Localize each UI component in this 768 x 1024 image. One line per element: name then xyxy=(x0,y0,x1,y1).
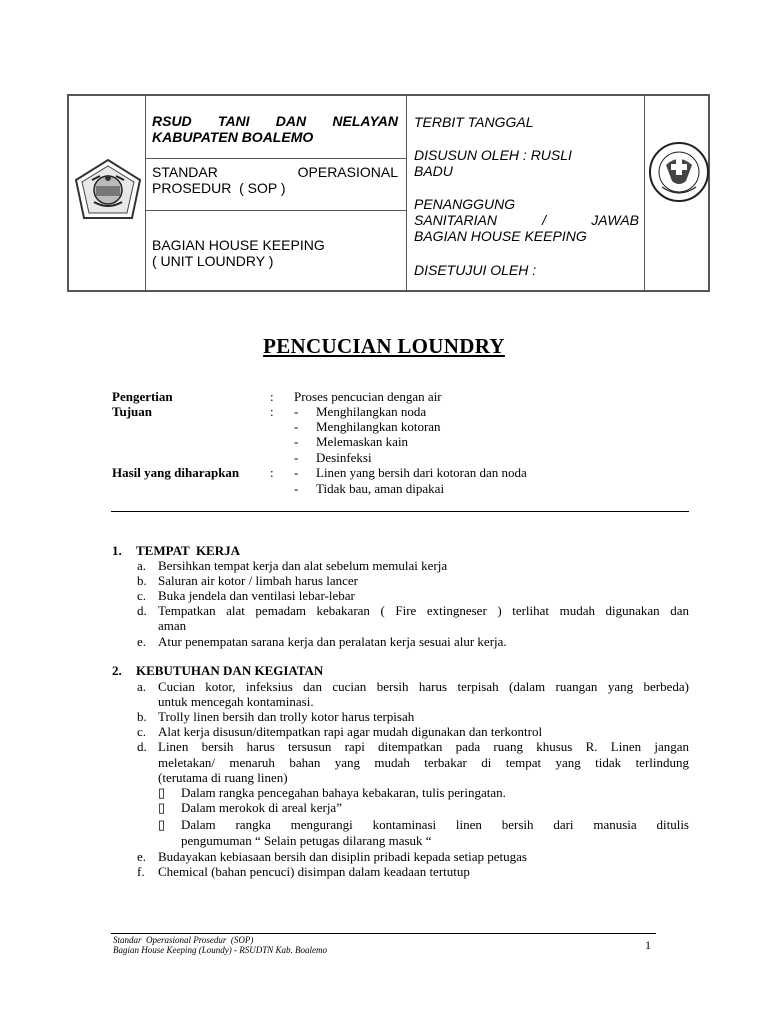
section1-number: 1. xyxy=(112,543,122,558)
tujuan-item: Desinfeksi xyxy=(316,450,372,465)
list-item: Buka jendela dan ventilasi lebar-lebar xyxy=(158,588,355,603)
sub-list-item-cont: pengumuman “ Selain petugas dilarang masuk “ xyxy=(181,833,432,848)
list-letter: a. xyxy=(137,679,147,694)
list-item: Atur penempatan sarana kerja dan peralatan kerja sesuai alur kerja. xyxy=(158,634,507,649)
disetujui-oleh: DISETUJUI OLEH : xyxy=(414,262,537,278)
department-line2: ( UNIT LOUNDRY ) xyxy=(152,253,274,269)
pengertian-label: Pengertian xyxy=(112,389,173,404)
list-item-cont: (terutama di ruang linen) xyxy=(158,770,288,785)
section2-title: KEBUTUHAN DAN KEGIATAN xyxy=(136,663,324,678)
document-header-table xyxy=(67,94,710,292)
sub-list-item: Dalam rangka pencegahan bahaya kebakaran, tulis peringatan. xyxy=(181,785,506,800)
list-item: Linen bersih harus tersusun rapi ditempatkan pada ruang khusus R. Linen jangan xyxy=(158,739,689,754)
list-letter: e. xyxy=(137,634,147,649)
section2-number: 2. xyxy=(112,663,122,678)
page-number: 1 xyxy=(645,938,651,952)
sub-bullet-icon: ▯ xyxy=(158,800,166,815)
list-letter: a. xyxy=(137,558,147,573)
terbit-tanggal: TERBIT TANGGAL xyxy=(414,114,534,130)
list-item: Budayakan kebiasaan bersih dan disiplin pribadi kepada setiap petugas xyxy=(158,849,527,864)
hasil-colon: : xyxy=(270,465,274,480)
pengertian-value: Proses pencucian dengan air xyxy=(294,389,442,404)
pengertian-colon: : xyxy=(270,389,274,404)
sub-bullet-icon: ▯ xyxy=(158,785,166,800)
list-item-cont: untuk mencegah kontaminasi. xyxy=(158,694,314,709)
list-item: Tempatkan alat pemadam kebakaran ( Fire extingneser ) terlihat mudah digunakan dan xyxy=(158,603,689,618)
hasil-dash: - xyxy=(294,465,299,480)
list-item: Trolly linen bersih dan trolly kotor harus terpisah xyxy=(158,709,415,724)
list-item-cont: meletakan/ menaruh bahan yang mudah terbakar di tempat yang tidak terlindung xyxy=(158,755,689,770)
hospital-name-line1: RSUD TANI DAN NELAYAN xyxy=(152,113,398,129)
list-letter: b. xyxy=(137,573,147,588)
regency-emblem-icon xyxy=(74,158,142,222)
bakti-husada-logo-icon xyxy=(648,141,710,203)
tujuan-dash: - xyxy=(294,404,299,419)
document-title: PENCUCIAN LOUNDRY xyxy=(263,334,505,358)
penanggung-line3: BAGIAN HOUSE KEEPING xyxy=(414,228,587,244)
tujuan-dash: - xyxy=(294,419,299,434)
disusun-oleh-line2: BADU xyxy=(414,163,453,179)
list-letter: d. xyxy=(137,603,147,618)
sub-bullet-icon: ▯ xyxy=(158,817,166,832)
list-letter: c. xyxy=(137,588,147,603)
department-line1: BAGIAN HOUSE KEEPING xyxy=(152,237,325,253)
tujuan-label: Tujuan xyxy=(112,404,152,419)
hospital-name-line2: KABUPATEN BOALEMO xyxy=(152,129,314,145)
list-letter: c. xyxy=(137,724,147,739)
list-letter: f. xyxy=(137,864,145,879)
sub-list-item: Dalam merokok di areal kerja” xyxy=(181,800,342,815)
penanggung-line1: PENANGGUNG xyxy=(414,196,516,212)
sub-list-item: Dalam rangka mengurangi kontaminasi linen bersih dari manusia ditulis xyxy=(181,817,689,832)
hasil-item: Tidak bau, aman dipakai xyxy=(316,481,445,496)
tujuan-dash: - xyxy=(294,450,299,465)
hasil-label: Hasil yang diharapkan xyxy=(112,465,240,480)
penanggung-line2: SANITARIAN / JAWAB xyxy=(414,212,639,228)
list-item: Alat kerja disusun/ditempatkan rapi agar mudah digunakan dan terkontrol xyxy=(158,724,543,739)
list-item: Chemical (bahan pencuci) disimpan dalam keadaan tertutup xyxy=(158,864,470,879)
tujuan-item: Menghilangkan kotoran xyxy=(316,419,441,434)
tujuan-item: Melemaskan kain xyxy=(316,434,409,449)
list-item: Bersihkan tempat kerja dan alat sebelum memulai kerja xyxy=(158,558,448,573)
tujuan-item: Menghilangkan noda xyxy=(316,404,427,419)
disusun-oleh-line1: DISUSUN OLEH : RUSLI xyxy=(414,147,572,163)
footer-rule xyxy=(111,933,656,934)
list-item-cont: aman xyxy=(158,618,187,633)
list-letter: d. xyxy=(137,739,147,754)
tujuan-colon: : xyxy=(270,404,274,419)
footer-line2: Bagian House Keeping (Loundy) - RSUDTN Kab. Boalemo xyxy=(113,945,327,955)
hasil-dash: - xyxy=(294,481,299,496)
doc-type-line2: PROSEDUR ( SOP ) xyxy=(152,180,286,196)
tujuan-dash: - xyxy=(294,434,299,449)
section1-title: TEMPAT KERJA xyxy=(136,543,241,558)
hasil-item: Linen yang bersih dari kotoran dan noda xyxy=(316,465,527,480)
doc-type-line1: STANDAR OPERASIONAL xyxy=(152,164,398,180)
section-divider xyxy=(111,511,689,512)
list-letter: b. xyxy=(137,709,147,724)
list-item: Saluran air kotor / limbah harus lancer xyxy=(158,573,358,588)
list-item: Cucian kotor, infeksius dan cucian bersih harus terpisah (dalam ruangan yang berbeda) xyxy=(158,679,689,694)
list-letter: e. xyxy=(137,849,147,864)
footer-line1: Standar Operasional Prosedur (SOP) xyxy=(113,935,254,945)
